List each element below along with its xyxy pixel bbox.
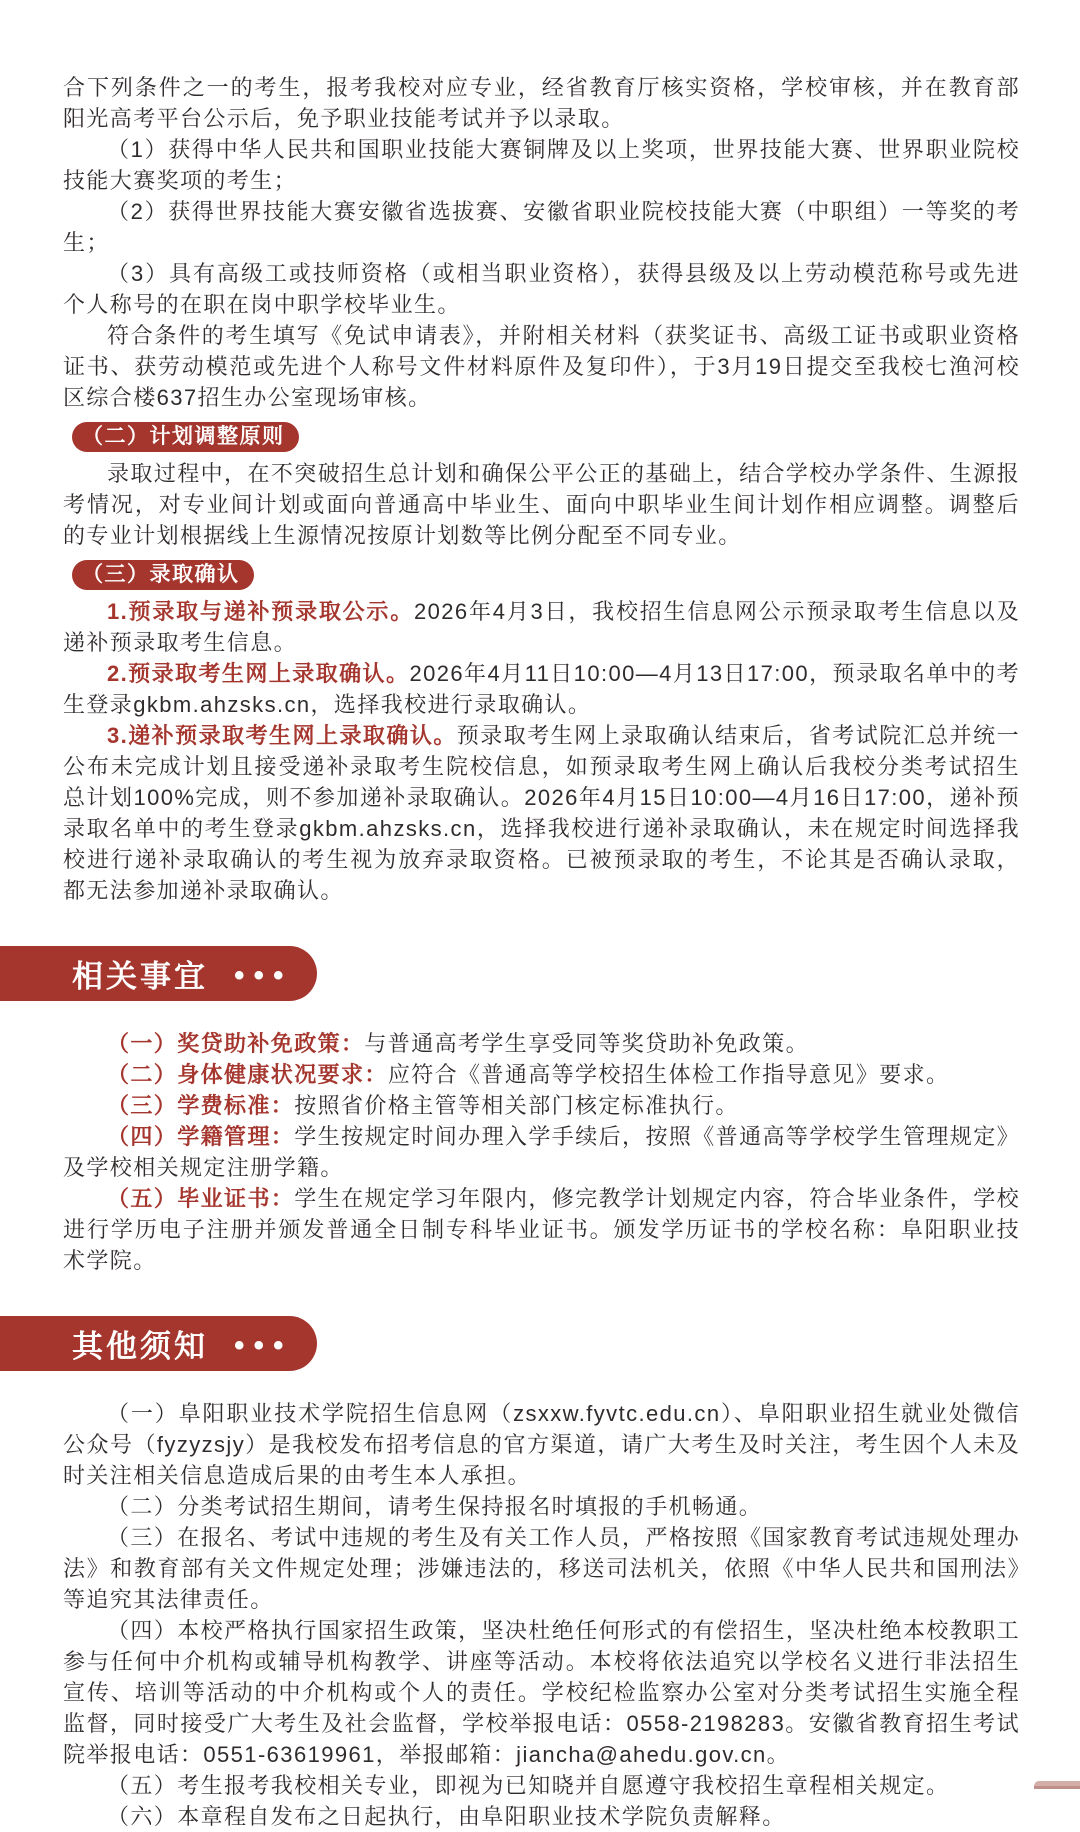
confirm-item-2-body: 2026年4月11日10:00—4月13日17:00，预录取名单中的考生登录gkbm.ahzsks.cn，选择我校进行录取确认。 — [63, 661, 1020, 717]
exemption-item-3: （3）具有高级工或技师资格（或相当职业资格），获得县级及以上劳动模范称号或先进个人称号的在职在岗中职学校毕业生。 — [63, 261, 1020, 317]
related-item-3-lead: （三）学费标准： — [107, 1093, 295, 1118]
exemption-intro: 合下列条件之一的考生，报考我校对应专业，经省教育厅核实资格，学校审核，并在教育部阳光高考平台公示后，免予职业技能考试并予以录取。 — [63, 75, 1020, 131]
plan-adjust-badge: （二）计划调整原则 — [72, 422, 299, 452]
admission-confirm-section — [0, 560, 1080, 906]
confirm-item-1-lead: 1.预录取与递补预录取公示。 — [107, 599, 415, 624]
banner-dots-icon: ••• — [234, 958, 293, 992]
plan-adjust-body: 录取过程中，在不突破招生总计划和确保公平公正的基础上，结合学校办学条件、生源报考情况，对专业间计划或面向普通高中毕业生、面向中职毕业生间计划作相应调整。调整后的专业计划根据线上生源情况按原计划数等比例分配至不同专业。 — [63, 461, 1020, 548]
exemption-item-2: （2）获得世界技能大赛安徽省选拔赛、安徽省职业院校技能大赛（中职组）一等奖的考生； — [63, 199, 1020, 255]
related-item-1-body: 与普通高考学生享受同等奖贷助补免政策。 — [364, 1031, 810, 1056]
exemption-note: 符合条件的考生填写《免试申请表》，并附相关材料（获奖证书、高级工证书或职业资格证书、获劳动模范或先进个人称号文件材料原件及复印件），于3月19日提交至我校七渔河校区综合楼637招生办公室现场审核。 — [63, 323, 1020, 410]
related-item-3 — [63, 1090, 1020, 1121]
confirm-item-1-body: 2026年4月3日，我校招生信息网公示预录取考生信息以及递补预录取考生信息。 — [63, 599, 1020, 655]
related-item-5-lead: （五）毕业证书： — [107, 1186, 295, 1211]
confirm-item-3-lead: 3.递补预录取考生网上录取确认。 — [107, 723, 457, 748]
plan-adjust-badge-row — [72, 422, 1020, 452]
other-note-1: （一）阜阳职业技术学院招生信息网（zsxxw.fyvtc.edu.cn）、阜阳职业招生就业处微信公众号（fyzyzsjy）是我校发布招考信息的官方渠道，请广大考生及时关注，考生因个人未及时关注相关信息造成后果的由考生本人承担。 — [63, 1401, 1020, 1488]
related-item-1 — [63, 1028, 1020, 1059]
confirm-item-1 — [63, 596, 1020, 658]
confirm-item-3-body: 预录取考生网上录取确认结束后，省考试院汇总并统一公布未完成计划且接受递补录取考生院校信息，如预录取考生网上确认后我校分类考试招生总计划100%完成，则不参加递补录取确认。2026年4月15日10:00—4月16日17:00，递补预录取名单中的考生登录gkbm.ahzsks.cn，选择我校进行递补录取确认，未在规定时间选择我校进行递补录取确认的考生视为放弃录取资格。已被预录取的考生，不论其是否确认录取，都无法参加递补录取确认。 — [63, 723, 1020, 903]
other-notes-banner — [0, 1316, 317, 1371]
related-matters-banner — [0, 946, 317, 1001]
related-item-4-body: 学生按规定时间办理入学手续后，按照《普通高等学校学生管理规定》及学校相关规定注册学籍。 — [63, 1124, 1021, 1180]
confirm-item-2 — [63, 658, 1020, 720]
related-item-2-lead: （二）身体健康状况要求： — [107, 1062, 388, 1087]
banner-dots-icon: ••• — [234, 1328, 293, 1362]
other-note-3: （三）在报名、考试中违规的考生及有关工作人员，严格按照《国家教育考试违规处理办法》和教育部有关文件规定处理；涉嫌违法的，移送司法机关，依照《中华人民共和国刑法》等追究其法律责任。 — [63, 1525, 1020, 1612]
related-item-2-body: 应符合《普通高等学校招生体检工作指导意见》要求。 — [387, 1062, 950, 1087]
admission-confirm-badge: （三）录取确认 — [72, 560, 254, 590]
other-note-4: （四）本校严格执行国家招生政策，坚决杜绝任何形式的有偿招生，坚决杜绝本校教职工参与任何中介机构或辅导机构教学、讲座等活动。本校将依法追究以学校名义进行非法招生宣传、培训等活动的中介机构或个人的责任。学校纪检监察办公室对分类考试招生实施全程监督，同时接受广大考生及社会监督，学校举报电话：0558-2198283。安徽省教育招生考试院举报电话：0551-63619961，举报邮箱：jiancha@ahedu.gov.cn。 — [63, 1618, 1020, 1767]
related-item-4-lead: （四）学籍管理： — [107, 1124, 295, 1149]
related-item-5 — [63, 1183, 1020, 1276]
plan-adjust-section — [0, 422, 1080, 551]
confirm-item-3 — [63, 720, 1020, 906]
admission-confirm-badge-row — [72, 560, 1020, 590]
related-item-3-body: 按照省价格主管等相关部门核定标准执行。 — [294, 1093, 739, 1118]
related-item-5-body: 学生在规定学习年限内，修完教学计划规定内容，符合毕业条件，学校进行学历电子注册并颁发普通全日制专科毕业证书。颁发学历证书的学校名称：阜阳职业技术学院。 — [63, 1186, 1021, 1273]
other-notes-section — [0, 1398, 1080, 1832]
related-matters-banner-title: 相关事宜 — [72, 959, 208, 994]
other-notes-banner-title: 其他须知 — [72, 1329, 208, 1364]
related-item-4 — [63, 1121, 1020, 1183]
confirm-item-2-lead: 2.预录取考生网上录取确认。 — [107, 661, 410, 686]
other-note-6: （六）本章程自发布之日起执行，由阜阳职业技术学院负责解释。 — [107, 1804, 786, 1829]
other-note-5: （五）考生报考我校相关专业，即视为已知晓并自愿遵守我校招生章程相关规定。 — [107, 1773, 950, 1798]
exemption-section — [0, 0, 1080, 413]
exemption-item-1: （1）获得中华人民共和国职业技能大赛铜牌及以上奖项，世界技能大赛、世界职业院校技能大赛奖项的考生； — [63, 137, 1020, 193]
other-note-2: （二）分类考试招生期间，请考生保持报名时填报的手机畅通。 — [107, 1494, 763, 1519]
related-matters-section — [0, 1028, 1080, 1276]
page-corner-marker — [1034, 1781, 1080, 1789]
related-item-2 — [63, 1059, 1020, 1090]
related-item-1-lead: （一）奖贷助补免政策： — [107, 1031, 365, 1056]
